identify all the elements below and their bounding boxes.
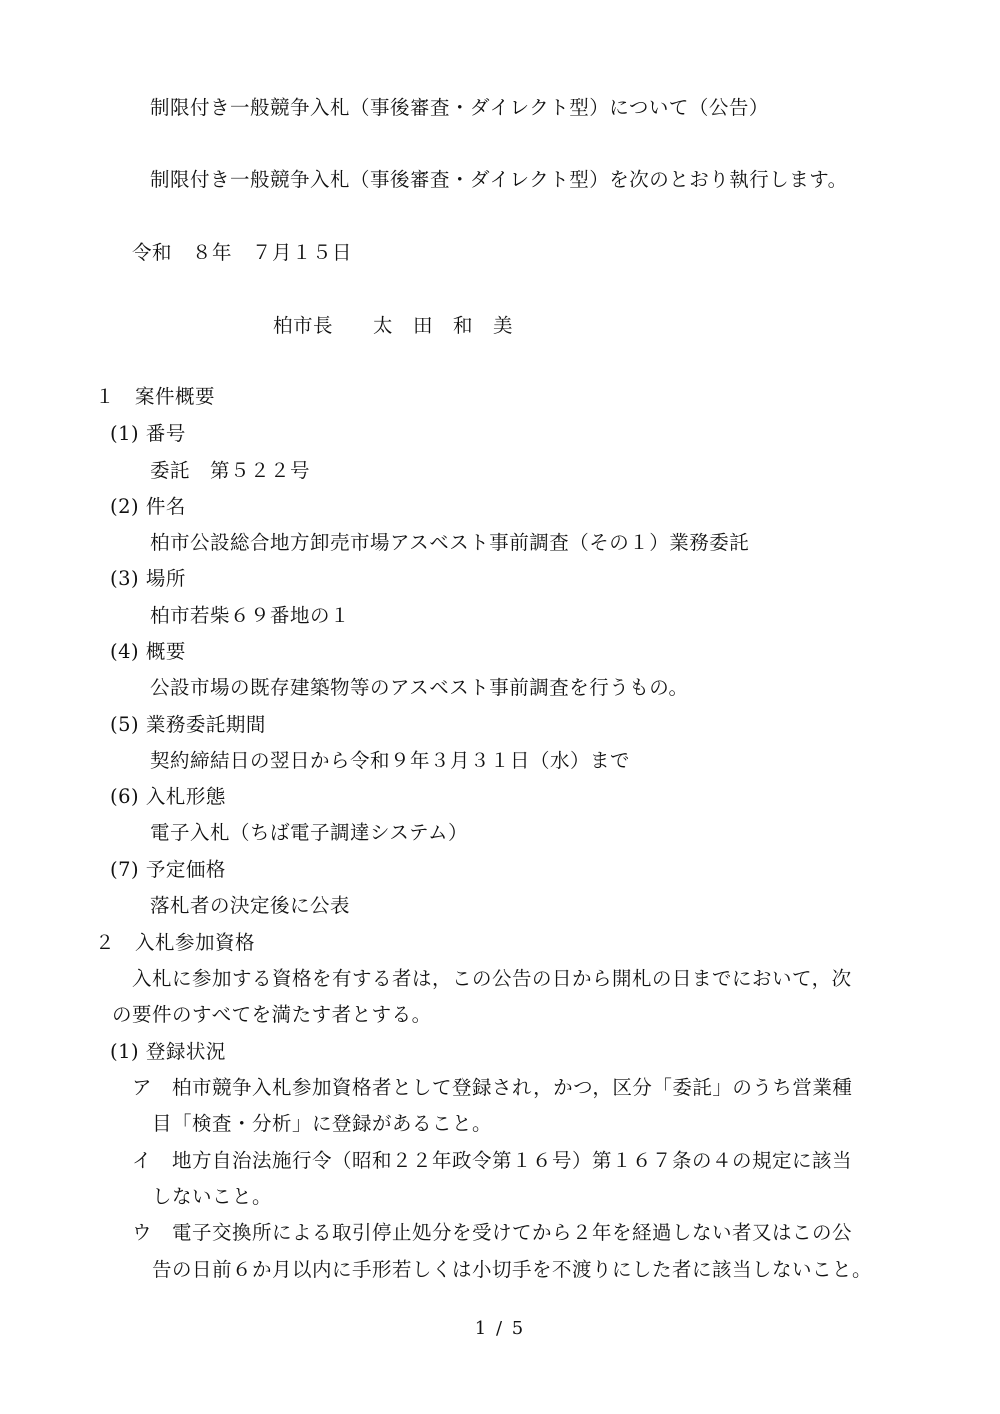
requirement-line: 目「検査・分析」に登録があること。: [152, 1112, 493, 1135]
paragraph-line: 入札に参加する資格を有する者は，この公告の日から開札の日までにおいて，次: [132, 967, 852, 990]
section-heading: １ 案件概要: [95, 385, 216, 408]
requirement-line: ア 柏市競争入札参加資格者として登録され，かつ，区分「委託」のうち営業種: [132, 1076, 853, 1099]
item-label: (1) 番号: [110, 422, 186, 445]
signer: 柏市長 太 田 和 美: [273, 314, 514, 337]
item-value: 公設市場の既存建築物等のアスベスト事前調査を行うもの。: [150, 676, 689, 699]
requirement-line: ウ 電子交換所による取引停止処分を受けてから２年を経過しない者又はこの公: [132, 1221, 853, 1244]
section-heading: ２ 入札参加資格: [95, 931, 256, 954]
item-label: (1) 登録状況: [110, 1040, 226, 1063]
item-label: (2) 件名: [110, 495, 186, 518]
item-value: 委託 第５２２号: [150, 459, 311, 482]
page-title: 制限付き一般競争入札（事後審査・ダイレクト型）について（公告）: [150, 96, 769, 119]
requirement-line: しないこと。: [152, 1185, 273, 1208]
item-label: (6) 入札形態: [110, 785, 226, 808]
page-number: 1 / 5: [474, 1318, 526, 1339]
requirement-line: 告の日前６か月以内に手形若しくは小切手を不渡りにした者に該当しないこと。: [152, 1258, 873, 1281]
intro-text: 制限付き一般競争入札（事後審査・ダイレクト型）を次のとおり執行します。: [150, 168, 848, 191]
requirement-line: イ 地方自治法施行令（昭和２２年政令第１６号）第１６７条の４の規定に該当: [132, 1149, 853, 1172]
item-label: (5) 業務委託期間: [110, 713, 266, 736]
item-label: (7) 予定価格: [110, 858, 226, 881]
item-label: (3) 場所: [110, 567, 186, 590]
item-value: 柏市若柴６９番地の１: [150, 604, 351, 627]
item-value: 電子入札（ちば電子調達システム）: [150, 821, 469, 844]
item-value: 落札者の決定後に公表: [150, 894, 351, 917]
paragraph-line: の要件のすべてを満たす者とする。: [112, 1003, 432, 1026]
item-label: (4) 概要: [110, 640, 186, 663]
notice-date: 令和 ８年 ７月１５日: [132, 241, 353, 264]
item-value: 柏市公設総合地方卸売市場アスベスト事前調査（その１）業務委託: [150, 531, 750, 554]
item-value: 契約締結日の翌日から令和９年３月３１日（水）まで: [150, 749, 631, 772]
